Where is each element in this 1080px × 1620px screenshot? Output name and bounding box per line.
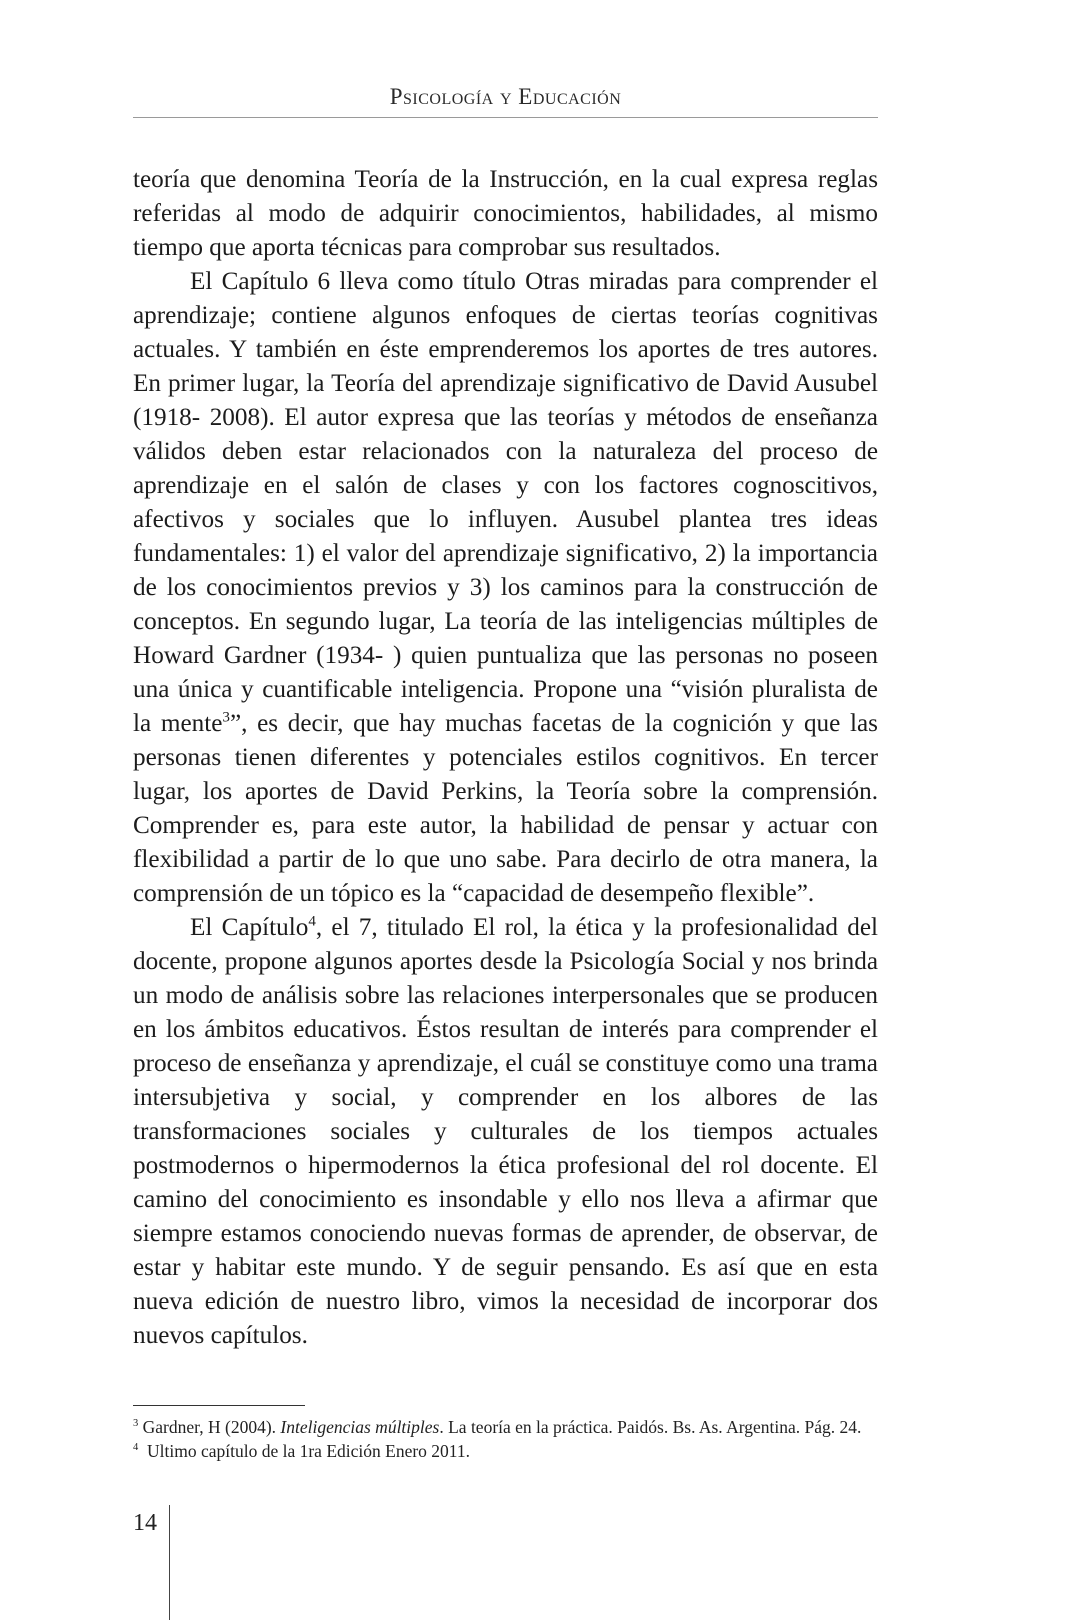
- paragraph-3-text-b: , el 7, titulado El rol, la ética y la profesionalidad del docente, propone algunos aportes desde la Psicología Social y nos brinda un modo de análisis sobre las relaciones interpersonales que se producen en los ámbitos educativos. Éstos resultan de interés para comprender el proceso de enseñanza y aprendizaje, el cuál se constituye como una trama intersubjetiva y social, y comprender en los albores de las transformaciones sociales y culturales de los tiempos actuales postmodernos o hipermodernos la ética profesional del rol docente. El camino del conocimiento es insondable y ello nos lleva a afirmar que siempre estamos conociendo nuevas formas de aprender, de observar, de estar y habitar este mundo. Y de seguir pensando. Es así que en esta nueva edición de nuestro libro, vimos la necesidad de incorporar dos nuevos capítulos.: [133, 914, 878, 1349]
- running-head: Psicología y Educación: [389, 84, 622, 109]
- paragraph-2-text-b: ”, es decir, que hay muchas facetas de la cognición y que las personas tienen diferentes y potenciales estilos cognitivos. En tercer lugar, los aportes de David Perkins, la Teoría sobre la comprensión. Comprender es, para este autor, la habilidad de pensar y actuar con flexibilidad a partir de lo que uno sabe. Para decirlo de otra manera, la comprensión de un tópico es la “capacidad de desempeño flexible”.: [133, 710, 878, 907]
- paragraph-1: [133, 163, 878, 265]
- footnote-4-marker: 4: [133, 1442, 139, 1454]
- paragraph-2-text-a: El Capítulo 6 lleva como título Otras miradas para comprender el aprendizaje; contiene algunos enfoques de ciertas teorías cognitivas actuales. Y también en éste emprenderemos los aportes de tres autores. En primer lugar, la Teoría del aprendizaje significativo de David Ausubel (1918- 2008). El autor expresa que las teorías y métodos de enseñanza válidos deben estar relacionados con la naturaleza del proceso de aprendizaje en el salón de clases y con los factores cognoscitivos, afectivos y sociales que lo influyen. Ausubel plantea tres ideas fundamentales: 1) el valor del aprendizaje significativo, 2) la importancia de los conocimientos previos y 3) los caminos para la construcción de conceptos. En segundo lugar, La teoría de las inteligencias múltiples de Howard Gardner (1934- ) quien puntualiza que las personas no poseen una única y cuantificable inteligencia. Propone una “visión pluralista de la mente: [133, 268, 878, 737]
- footnote-3-text-after: . La teoría en la práctica. Paidós. Bs. As. Argentina. Pág. 24.: [439, 1417, 862, 1437]
- paragraph-1-text: teoría que denomina Teoría de la Instrucción, en la cual expresa reglas referidas al modo de adquirir conocimientos, habilidades, al mismo tiempo que aporta técnicas para comprobar sus resultados.: [133, 166, 878, 261]
- footnote-3-book-title: Inteligencias múltiples: [280, 1417, 440, 1437]
- paragraph-3: [133, 911, 878, 1353]
- paragraph-3-text-a: El Capítulo: [190, 914, 309, 941]
- paragraph-2: [133, 265, 878, 911]
- footnote-rule: [133, 1405, 305, 1406]
- body-text: [133, 163, 878, 1353]
- footnote-4: [133, 1439, 878, 1463]
- page-number: 14: [133, 1510, 157, 1536]
- footnote-3-marker: 3: [133, 1418, 139, 1430]
- footnote-4-text: Ultimo capítulo de la 1ra Edición Enero 2011.: [147, 1441, 471, 1461]
- header-rule: [133, 117, 878, 118]
- footnote-ref-3: 3: [222, 709, 230, 726]
- footnote-ref-4: 4: [308, 913, 316, 930]
- footnote-3: [133, 1415, 878, 1439]
- footnote-3-text-before: Gardner, H (2004).: [142, 1417, 281, 1437]
- footnotes: [133, 1415, 878, 1463]
- gutter-rule: [169, 1505, 170, 1620]
